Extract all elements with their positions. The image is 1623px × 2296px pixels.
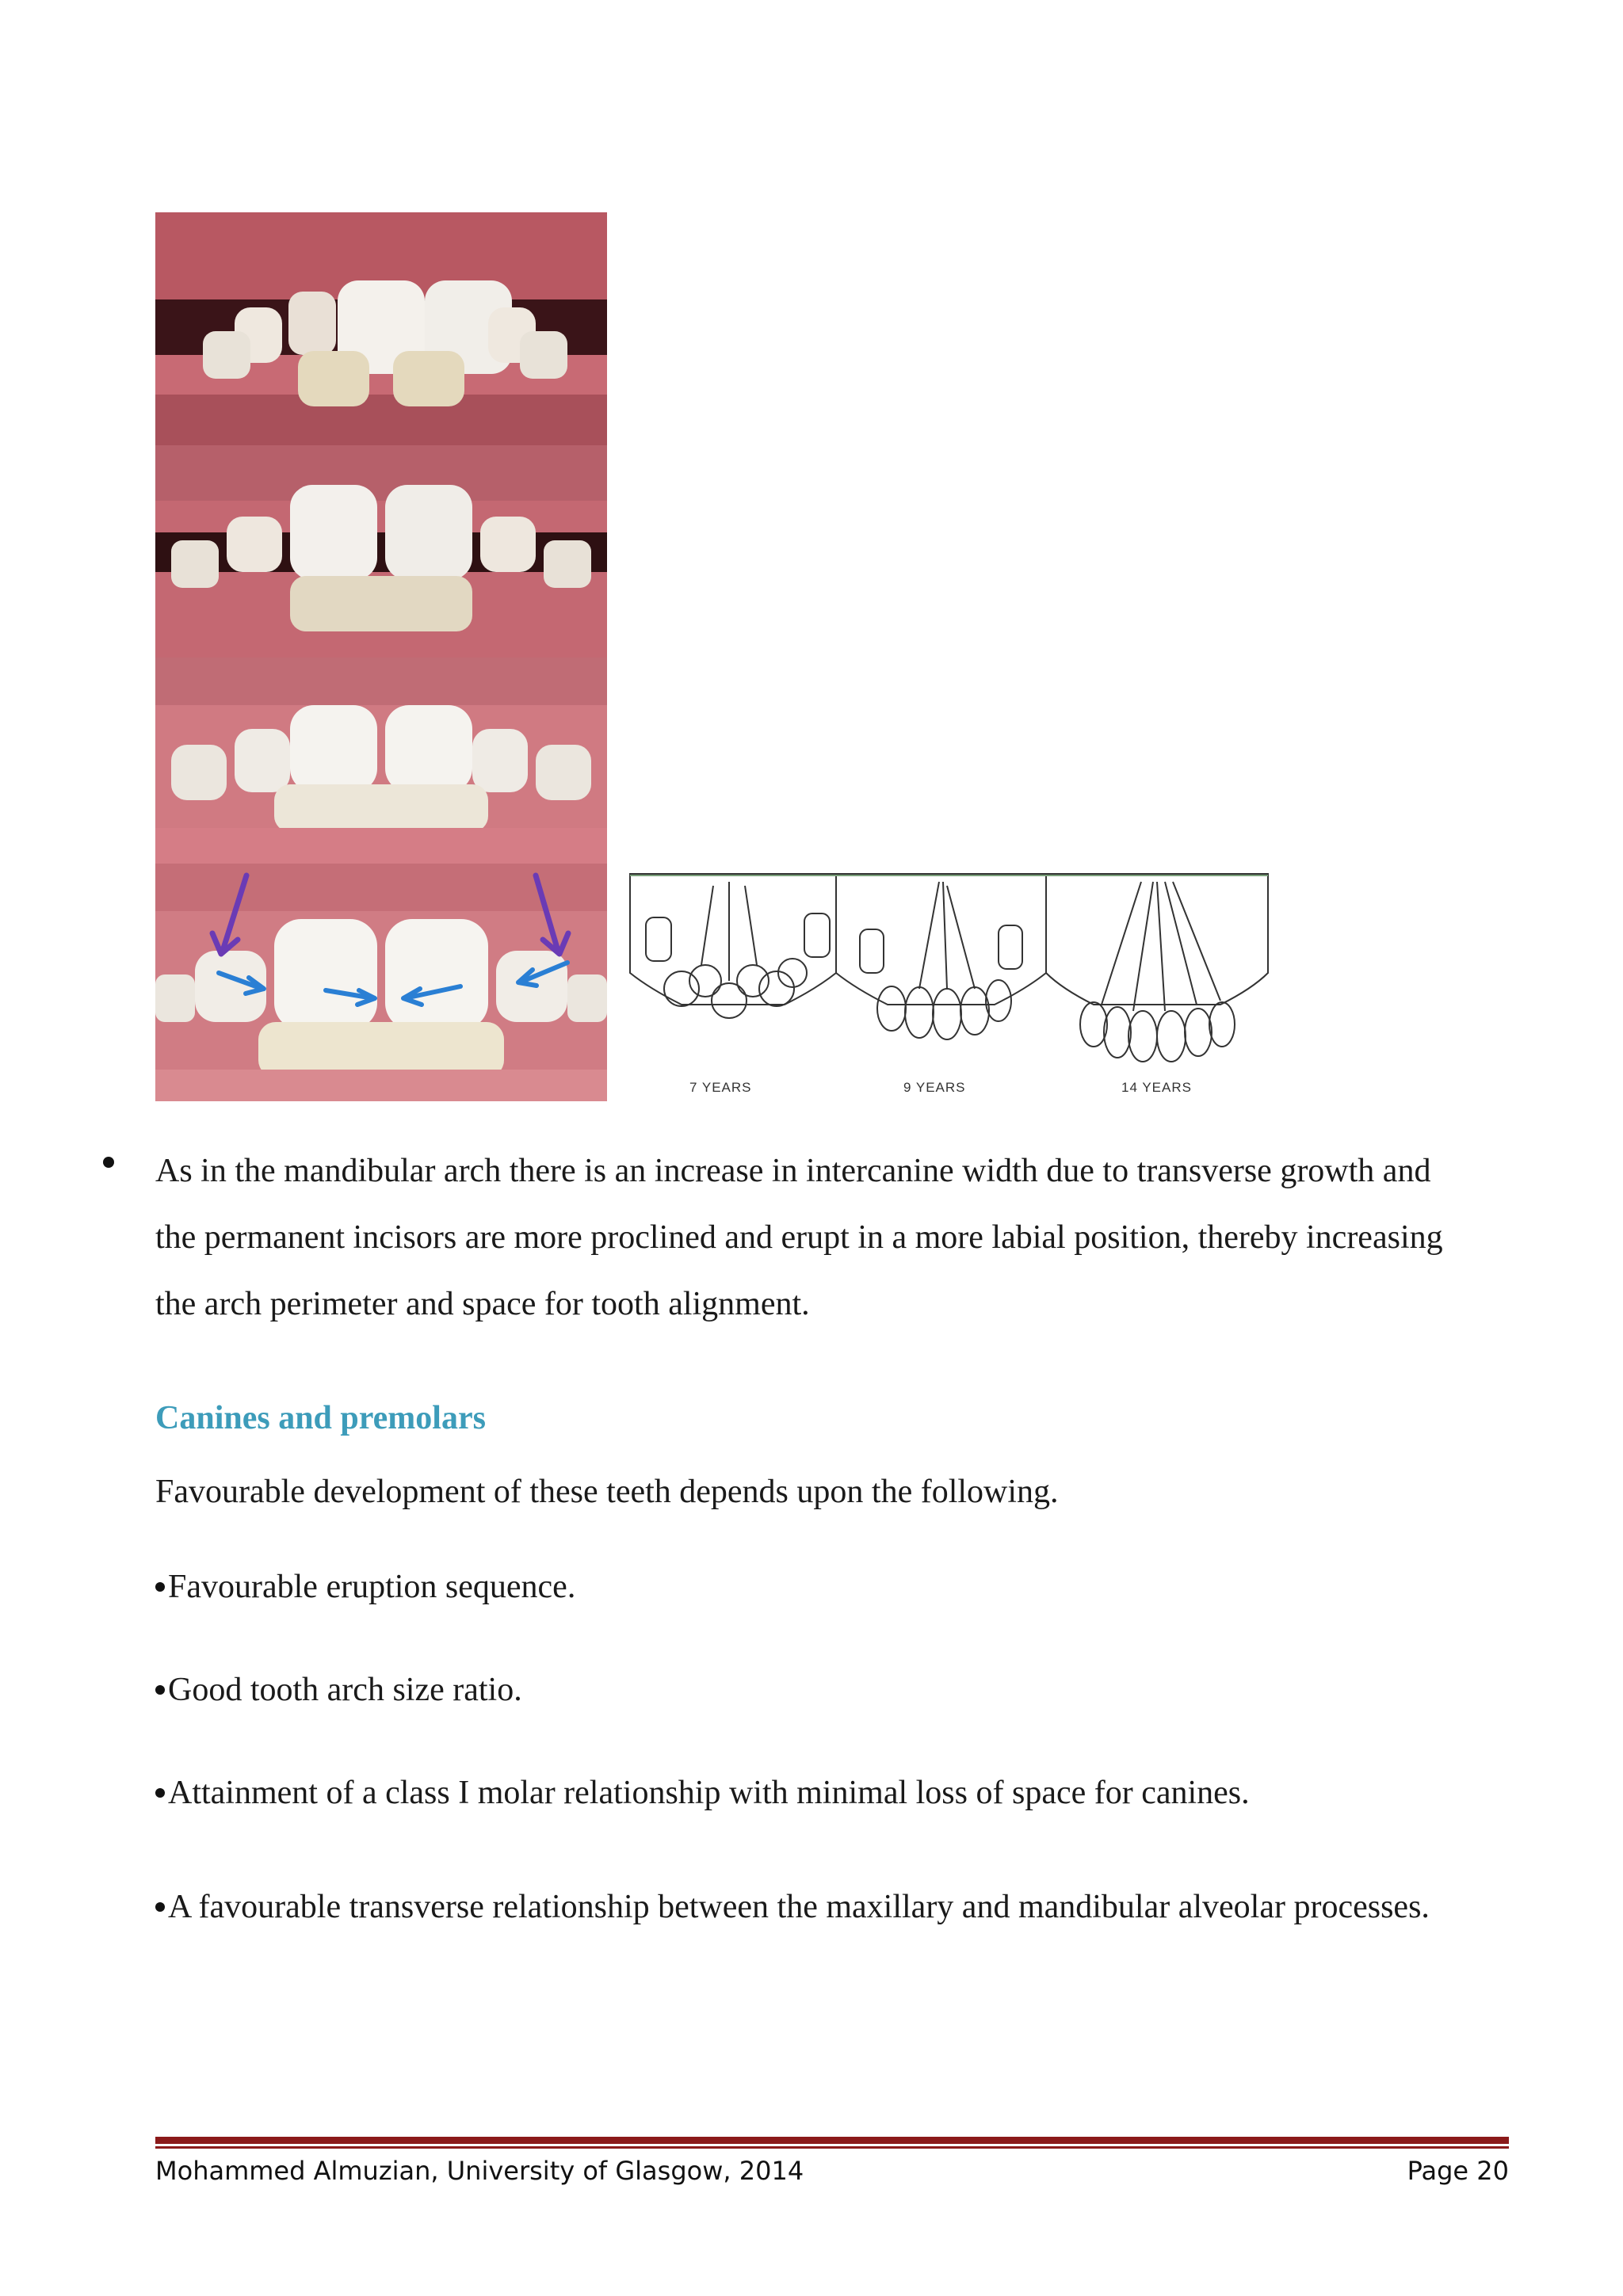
list-item [155,1874,1471,1940]
bullet-dot [155,1902,165,1912]
list-item-text: Attainment of a class I molar relationship with minimal loss of space for canines. [168,1775,1250,1811]
clinical-photo-1 [155,212,607,445]
bullet-dot [155,1685,165,1695]
clinical-photo-3 [155,658,607,864]
bullet-dot [155,1582,165,1592]
list-item [155,1565,1471,1609]
footer-rule [155,2137,1509,2144]
list-item [155,1771,1471,1815]
intro-text: Favourable development of these teeth depends upon the following. [155,1474,1059,1510]
bullet-paragraph-text: As in the mandibular arch there is an increase in intercanine width due to transverse growth and the permanent incisors are more proclined and erupt in a more labial position, thereby increasing the arch perimeter and space for tooth alignment. [155,1153,1443,1322]
arch-label-14-years: 14 YEARS [1121,1080,1192,1095]
arch-label-7-years: 7 YEARS [689,1080,752,1095]
list-item-text: Favourable eruption sequence. [168,1569,576,1605]
clinical-photo-4 [155,864,607,1101]
footer-page-number: Page 20 [1407,2156,1509,2186]
bullet-dot [155,1788,165,1798]
footer-author: Mohammed Almuzian, University of Glasgow, 2014 [155,2156,804,2186]
clinical-photo-2 [155,445,607,658]
arch-development-diagram [626,870,1276,1108]
footer-rule-thin [155,2146,1509,2149]
list-item-text: Good tooth arch size ratio. [168,1672,522,1708]
clinical-photo-stack [155,212,607,1101]
section-heading: Canines and premolars [155,1400,486,1436]
arch-label-9-years: 9 YEARS [903,1080,966,1095]
bullet-dot [103,1157,114,1168]
list-item [155,1668,1471,1712]
list-item-text: A favourable transverse relationship between the maxillary and mandibular alveolar processes. [168,1889,1430,1925]
